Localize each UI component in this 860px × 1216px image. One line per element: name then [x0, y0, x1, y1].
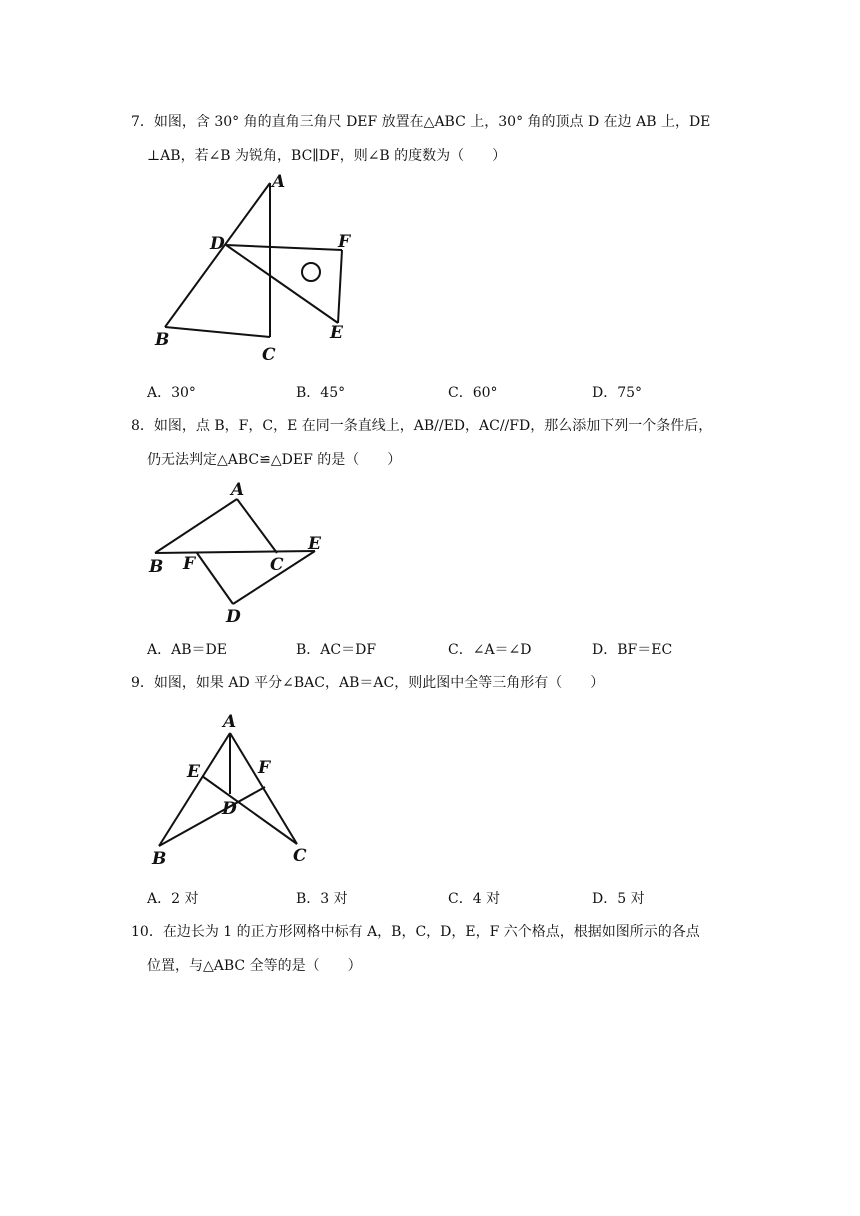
q9-label-e: E	[187, 762, 200, 782]
q8-option-b[interactable]: B．AC＝DF	[296, 642, 377, 658]
q7-option-c[interactable]: C．60°	[448, 385, 498, 401]
q8-figure	[145, 482, 345, 627]
q7-option-b[interactable]: B．45°	[296, 385, 346, 401]
q7-label-e: E	[330, 323, 343, 343]
q9-text-line-1: 9．如图，如果 AD 平分∠BAC，AB＝AC，则此图中全等三角形有（ ）	[131, 675, 605, 691]
q9-label-b: B	[152, 849, 167, 869]
q7-label-f: F	[338, 232, 351, 252]
q10-text-line-2: 位置，与△ABC 全等的是（ ）	[147, 958, 362, 974]
q8-text-line-2: 仍无法判定△ABC≌△DEF 的是（ ）	[147, 452, 402, 468]
q8-option-d[interactable]: D．BF＝EC	[592, 642, 673, 658]
q8-label-a: A	[231, 480, 245, 500]
q7-label-b: B	[155, 330, 170, 350]
q9-label-c: C	[293, 846, 307, 866]
q8-label-b: B	[149, 557, 164, 577]
q7-text-line-2: ⊥AB，若∠B 为锐角，BC∥DF，则∠B 的度数为（ ）	[147, 148, 507, 164]
q9-label-f: F	[258, 758, 271, 778]
q7-option-d[interactable]: D．75°	[592, 385, 643, 401]
q9-label-a: A	[223, 712, 237, 732]
q8-label-f: F	[183, 554, 196, 574]
q9-option-d[interactable]: D．5 对	[592, 891, 645, 907]
q9-option-b[interactable]: B．3 对	[296, 891, 348, 907]
q8-option-a[interactable]: A．AB＝DE	[147, 642, 227, 658]
q10-text-line-1: 10．在边长为 1 的正方形网格中标有 A，B，C，D，E，F 六个格点，根据如图所示的各点	[131, 924, 700, 940]
q7-option-a[interactable]: A．30°	[147, 385, 196, 401]
q8-text-line-1: 8．如图，点 B，F，C，E 在同一条直线上，AB//ED，AC//FD，那么添加下列一个条件后，	[131, 418, 713, 434]
q7-text-line-1: 7．如图，含 30° 角的直角三角尺 DEF 放置在△ABC 上，30° 角的顶点 D 在边 AB 上，DE	[131, 114, 711, 130]
q9-option-a[interactable]: A．2 对	[147, 891, 199, 907]
q8-label-d: D	[226, 607, 241, 627]
q8-label-c: C	[270, 555, 284, 575]
q9-label-d: D	[222, 799, 237, 819]
q9-option-c[interactable]: C．4 对	[448, 891, 501, 907]
q9-figure	[145, 710, 345, 875]
q8-label-e: E	[308, 534, 321, 554]
q7-label-d: D	[210, 234, 225, 254]
q8-option-c[interactable]: C．∠A＝∠D	[448, 642, 532, 658]
q7-figure	[150, 172, 370, 365]
q7-label-c: C	[262, 345, 276, 365]
q7-label-a: A	[272, 172, 286, 192]
